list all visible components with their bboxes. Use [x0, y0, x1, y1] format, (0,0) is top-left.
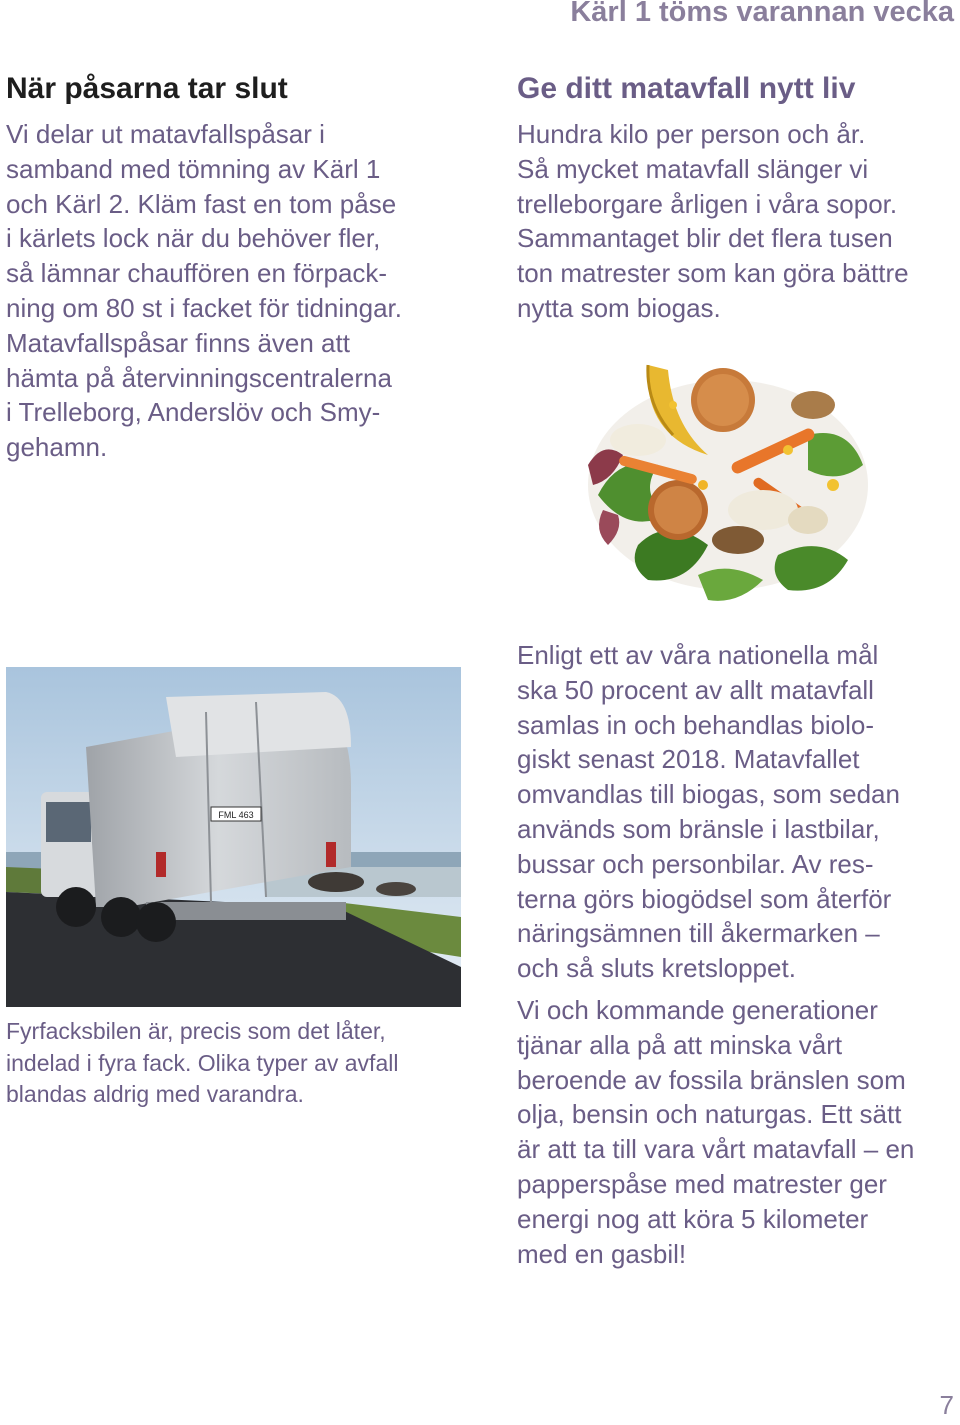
paragraph-line: Enligt ett av våra nationella mål: [517, 640, 879, 670]
paragraph-line: och Kärl 2. Kläm fast en tom påse: [6, 188, 397, 219]
paragraph-line: giskt senast 2018. Matavfallet: [517, 744, 860, 775]
paragraph-line: och så sluts kretsloppet.: [517, 953, 796, 984]
paragraph-line: så lämnar chauffören en förpack-: [6, 258, 388, 289]
national-goal-paragraph: [517, 638, 957, 986]
paragraph-line: terna görs biogödsel som återför: [517, 883, 892, 914]
paragraph-line: i kärlets lock när du behöver fler,: [6, 223, 381, 254]
paragraph-line: hämta på återvinningscentralerna: [6, 362, 392, 393]
bags-paragraph: [6, 117, 476, 465]
truck-photo: [6, 667, 461, 1007]
paragraph-line: trelleborgare årligen i våra sopor.: [517, 188, 898, 219]
paragraph-line: i Trelleborg, Anderslöv och Smy-: [6, 397, 381, 428]
paragraph-line: olja, bensin och naturgas. Ett sätt: [517, 1099, 902, 1130]
paragraph-line: Hundra kilo per person och år.: [517, 119, 866, 149]
paragraph-line: tjänar alla på att minska vårt: [517, 1029, 843, 1060]
section-heading-food-waste: Ge ditt matavfall nytt liv: [517, 72, 856, 105]
paragraph-line: nytta som biogas.: [517, 292, 721, 323]
food-waste-photo: [578, 345, 878, 610]
paragraph-line: bussar och personbilar. Av res-: [517, 848, 874, 879]
truck-photo-caption: [6, 1016, 466, 1111]
paragraph-line: samband med tömning av Kärl 1: [6, 153, 381, 184]
paragraph-line: beroende av fossila bränslen som: [517, 1064, 906, 1095]
paragraph-line: energi nog att köra 5 kilometer: [517, 1203, 869, 1234]
paragraph-line: ning om 80 st i facket för tidningar.: [6, 292, 402, 323]
page-header-title: Kärl 1 töms varannan vecka: [570, 0, 954, 28]
section-heading-bags: När påsarna tar slut: [6, 72, 288, 105]
paragraph-line: Så mycket matavfall slänger vi: [517, 153, 869, 184]
paragraph-line: samlas in och behandlas biolo-: [517, 709, 874, 740]
paragraph-line: omvandlas till biogas, som sedan: [517, 779, 900, 810]
plate-text: FML 463: [218, 810, 254, 820]
page-number: 7: [939, 1390, 954, 1420]
caption-line: Fyrfacksbilen är, precis som det låter,: [6, 1018, 386, 1044]
caption-line: blandas aldrig med varandra.: [6, 1081, 304, 1107]
paragraph-line: används som bränsle i lastbilar,: [517, 813, 880, 844]
paragraph-line: Vi och kommande generationer: [517, 995, 878, 1025]
paragraph-line: Matavfallspåsar finns även att: [6, 327, 350, 358]
paragraph-line: med en gasbil!: [517, 1238, 687, 1269]
paragraph-line: Vi delar ut matavfallspåsar i: [6, 119, 325, 149]
paragraph-line: ton matrester som kan göra bättre: [517, 258, 909, 289]
food-waste-intro-paragraph: [517, 117, 957, 326]
paragraph-line: ska 50 procent av allt matavfall: [517, 674, 874, 705]
paragraph-line: Sammantaget blir det flera tusen: [517, 223, 893, 254]
garbage-truck-illustration: [6, 667, 461, 1007]
paragraph-line: gehamn.: [6, 432, 108, 463]
generations-paragraph: [517, 993, 957, 1271]
paragraph-line: papperspåse med matrester ger: [517, 1168, 887, 1199]
caption-line: indelad i fyra fack. Olika typer av avfall: [6, 1049, 399, 1076]
paragraph-line: är att ta till vara vårt matavfall – en: [517, 1134, 915, 1165]
food-waste-illustration: [578, 345, 878, 610]
paragraph-line: näringsämnen till åkermarken –: [517, 918, 880, 949]
